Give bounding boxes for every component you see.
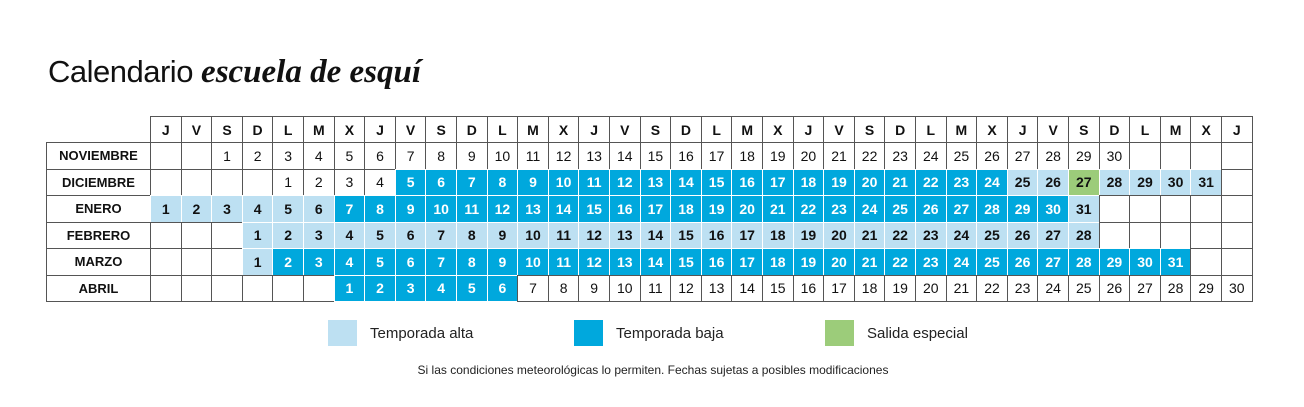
day-cell [1221,169,1253,197]
day-cell: 23 [915,222,947,250]
day-cell: 25 [946,142,978,170]
day-cell: 10 [609,275,641,303]
day-cell: 18 [762,222,794,250]
day-cell: 9 [487,222,519,250]
day-cell: 28 [1160,275,1192,303]
day-cell: 25 [976,248,1008,276]
day-cell: 8 [487,169,519,197]
day-cell [181,248,213,276]
day-cell: 4 [425,275,457,303]
day-cell: 12 [487,195,519,223]
day-cell: 1 [242,248,274,276]
day-cell: 19 [793,222,825,250]
page-title [48,52,421,92]
day-header: S [425,116,457,143]
legend-temporada-baja [574,320,724,346]
day-cell: 20 [731,195,763,223]
day-cell [1190,142,1222,170]
day-cell: 9 [517,169,549,197]
day-cell: 5 [364,248,396,276]
day-cell [211,169,243,197]
day-cell: 7 [395,142,427,170]
day-cell: 7 [334,195,366,223]
day-cell: 1 [211,142,243,170]
day-cell [181,169,213,197]
day-cell: 22 [976,275,1008,303]
day-cell: 15 [670,222,702,250]
day-cell: 12 [670,275,702,303]
month-label: FEBRERO [46,222,151,250]
day-cell: 27 [946,195,978,223]
day-cell: 12 [578,222,610,250]
day-cell: 23 [915,248,947,276]
day-cell: 14 [640,248,672,276]
day-cell [150,222,182,250]
day-cell [1160,195,1192,223]
day-cell: 3 [334,169,366,197]
legend-swatch [825,320,854,346]
day-cell: 10 [548,169,580,197]
day-cell [1221,142,1253,170]
day-cell: 6 [364,142,396,170]
day-cell [181,142,213,170]
day-cell: 26 [1037,169,1069,197]
day-cell: 4 [334,248,366,276]
day-cell: 13 [517,195,549,223]
day-header: J [150,116,182,143]
day-cell: 27 [1037,248,1069,276]
month-label: MARZO [46,248,151,276]
day-cell: 21 [762,195,794,223]
day-cell: 8 [456,222,488,250]
day-cell: 14 [640,222,672,250]
day-cell: 6 [395,248,427,276]
day-cell: 15 [762,275,794,303]
day-cell: 26 [1007,222,1039,250]
day-cell: 26 [1099,275,1131,303]
legend-temporada-alta [328,320,473,346]
day-cell: 23 [823,195,855,223]
day-cell: 2 [181,195,213,223]
day-cell: 4 [303,142,335,170]
day-cell [272,275,304,303]
legend-salida-especial [825,320,968,346]
day-cell: 15 [670,248,702,276]
day-cell: 13 [701,275,733,303]
day-cell: 28 [976,195,1008,223]
day-cell: 27 [1037,222,1069,250]
day-cell: 20 [823,248,855,276]
title-italic: escuela de esquí [201,54,422,90]
day-cell: 28 [1068,222,1100,250]
day-cell: 25 [1068,275,1100,303]
day-cell [1190,248,1222,276]
day-cell: 15 [578,195,610,223]
day-cell: 18 [793,169,825,197]
day-header: D [670,116,702,143]
day-header: X [1190,116,1222,143]
day-cell: 17 [823,275,855,303]
day-cell: 24 [915,142,947,170]
day-header: J [578,116,610,143]
day-cell: 24 [946,248,978,276]
day-cell: 7 [425,222,457,250]
day-cell: 2 [242,142,274,170]
day-cell: 22 [793,195,825,223]
day-cell: 21 [823,142,855,170]
day-cell: 3 [211,195,243,223]
day-cell [1099,222,1131,250]
legend-swatch [328,320,357,346]
day-cell: 5 [334,142,366,170]
day-header: M [517,116,549,143]
legend-label: Temporada baja [616,324,724,342]
day-cell: 21 [884,169,916,197]
day-cell [181,275,213,303]
day-cell: 8 [425,142,457,170]
day-cell [1160,222,1192,250]
day-cell: 7 [456,169,488,197]
day-cell: 7 [425,248,457,276]
day-cell: 16 [670,142,702,170]
day-cell: 18 [762,248,794,276]
day-cell [211,275,243,303]
day-cell: 16 [609,195,641,223]
day-cell [1221,222,1253,250]
day-cell: 12 [609,169,641,197]
day-header: M [731,116,763,143]
day-header: J [1221,116,1253,143]
day-header: S [854,116,886,143]
day-cell [211,222,243,250]
legend-label: Salida especial [867,324,968,342]
legend-label: Temporada alta [370,324,474,342]
day-cell: 18 [731,142,763,170]
day-cell: 13 [640,169,672,197]
day-cell: 29 [1099,248,1131,276]
day-cell: 11 [548,222,580,250]
day-cell: 15 [701,169,733,197]
day-cell: 3 [303,248,335,276]
day-cell: 10 [425,195,457,223]
day-cell [150,169,182,197]
day-cell: 30 [1221,275,1253,303]
day-header: X [976,116,1008,143]
day-cell: 14 [609,142,641,170]
day-cell: 10 [487,142,519,170]
day-header: V [395,116,427,143]
day-cell: 16 [731,169,763,197]
day-cell: 23 [1007,275,1039,303]
day-cell: 16 [793,275,825,303]
day-cell: 29 [1190,275,1222,303]
day-cell [242,275,274,303]
day-cell: 31 [1190,169,1222,197]
day-cell: 27 [1068,169,1100,197]
day-header: J [793,116,825,143]
day-cell: 14 [731,275,763,303]
day-cell: 9 [456,142,488,170]
day-cell: 8 [456,248,488,276]
day-cell: 10 [517,222,549,250]
day-cell: 26 [915,195,947,223]
day-cell: 9 [578,275,610,303]
day-cell: 11 [578,169,610,197]
day-cell: 24 [854,195,886,223]
day-cell: 22 [884,222,916,250]
day-cell: 4 [334,222,366,250]
month-label: NOVIEMBRE [46,142,151,170]
day-cell: 28 [1037,142,1069,170]
footnote: Si las condiciones meteorológicas lo permiten. Fechas sujetas a posibles modificaciones [417,363,889,377]
day-cell [1221,248,1253,276]
day-cell: 24 [976,169,1008,197]
day-cell: 13 [609,248,641,276]
day-cell: 24 [946,222,978,250]
day-cell: 18 [670,195,702,223]
day-cell: 17 [640,195,672,223]
day-cell: 17 [731,248,763,276]
day-cell: 5 [272,195,304,223]
day-cell: 11 [640,275,672,303]
day-cell: 20 [793,142,825,170]
day-cell: 6 [487,275,519,303]
day-cell: 10 [517,248,549,276]
day-cell: 9 [395,195,427,223]
day-cell: 18 [854,275,886,303]
day-cell: 17 [701,142,733,170]
day-cell: 12 [548,142,580,170]
day-cell [1160,142,1192,170]
day-header: L [915,116,947,143]
day-header: S [1068,116,1100,143]
day-cell [150,248,182,276]
day-header: M [1160,116,1192,143]
day-cell: 14 [548,195,580,223]
day-cell: 30 [1037,195,1069,223]
day-header: M [946,116,978,143]
day-cell: 21 [854,248,886,276]
day-cell [242,169,274,197]
title-regular: Calendario [48,54,202,89]
day-cell: 3 [272,142,304,170]
day-cell: 8 [548,275,580,303]
day-cell: 8 [364,195,396,223]
day-cell: 25 [884,195,916,223]
day-cell: 5 [364,222,396,250]
day-cell [303,275,335,303]
day-cell: 19 [701,195,733,223]
day-cell: 17 [731,222,763,250]
day-header: J [364,116,396,143]
month-label: DICIEMBRE [46,169,151,197]
day-cell: 6 [395,222,427,250]
day-header: D [884,116,916,143]
day-header: D [456,116,488,143]
day-cell [1190,222,1222,250]
day-cell: 29 [1068,142,1100,170]
day-cell [1099,195,1131,223]
day-cell: 31 [1068,195,1100,223]
day-cell: 26 [1007,248,1039,276]
day-cell: 1 [272,169,304,197]
day-cell: 19 [762,142,794,170]
month-label: ENERO [46,195,151,223]
day-cell: 22 [884,248,916,276]
day-cell: 30 [1160,169,1192,197]
day-cell [1129,142,1161,170]
day-header: V [181,116,213,143]
day-header: L [701,116,733,143]
day-cell: 24 [1037,275,1069,303]
day-header: V [823,116,855,143]
day-cell: 1 [334,275,366,303]
day-cell: 17 [762,169,794,197]
day-cell: 16 [701,222,733,250]
day-cell: 14 [670,169,702,197]
day-cell: 2 [272,248,304,276]
day-cell: 22 [915,169,947,197]
day-header: L [1129,116,1161,143]
day-cell: 3 [395,275,427,303]
day-cell: 2 [272,222,304,250]
day-cell: 28 [1068,248,1100,276]
day-header: S [640,116,672,143]
month-label: ABRIL [46,275,151,303]
day-cell: 28 [1099,169,1131,197]
day-cell: 29 [1007,195,1039,223]
day-header: L [487,116,519,143]
day-cell: 30 [1129,248,1161,276]
day-cell: 2 [303,169,335,197]
day-cell: 23 [884,142,916,170]
legend-swatch [574,320,603,346]
day-header: J [1007,116,1039,143]
day-header: D [242,116,274,143]
day-cell: 27 [1007,142,1039,170]
day-cell: 5 [395,169,427,197]
day-cell: 4 [242,195,274,223]
day-header: M [303,116,335,143]
day-cell: 29 [1129,169,1161,197]
day-cell: 11 [456,195,488,223]
day-cell [150,275,182,303]
day-cell [1221,195,1253,223]
day-cell: 31 [1160,248,1192,276]
day-cell: 6 [303,195,335,223]
day-cell: 20 [854,169,886,197]
day-cell: 15 [640,142,672,170]
day-cell: 21 [854,222,886,250]
day-cell: 19 [793,248,825,276]
day-header: L [272,116,304,143]
day-cell: 2 [364,275,396,303]
day-cell: 1 [150,195,182,223]
day-cell: 7 [517,275,549,303]
day-cell [1129,195,1161,223]
day-cell: 20 [823,222,855,250]
day-cell: 11 [548,248,580,276]
day-header: S [211,116,243,143]
day-cell: 11 [517,142,549,170]
day-cell [1190,195,1222,223]
day-cell: 27 [1129,275,1161,303]
day-cell: 16 [701,248,733,276]
day-cell [181,222,213,250]
day-header: X [334,116,366,143]
day-cell: 23 [946,169,978,197]
day-cell: 20 [915,275,947,303]
day-cell: 19 [823,169,855,197]
day-cell: 13 [609,222,641,250]
day-cell: 22 [854,142,886,170]
day-cell: 5 [456,275,488,303]
day-cell: 6 [425,169,457,197]
day-header: X [762,116,794,143]
day-cell: 12 [578,248,610,276]
day-header: V [1037,116,1069,143]
day-cell: 26 [976,142,1008,170]
day-header: X [548,116,580,143]
day-cell: 13 [578,142,610,170]
day-cell [150,142,182,170]
day-cell: 4 [364,169,396,197]
day-cell: 21 [946,275,978,303]
day-header: D [1099,116,1131,143]
day-cell: 30 [1099,142,1131,170]
day-cell [1129,222,1161,250]
day-cell: 25 [1007,169,1039,197]
day-header: V [609,116,641,143]
day-cell: 1 [242,222,274,250]
day-cell: 19 [884,275,916,303]
day-cell: 3 [303,222,335,250]
day-cell: 9 [487,248,519,276]
day-cell [211,248,243,276]
day-cell: 25 [976,222,1008,250]
